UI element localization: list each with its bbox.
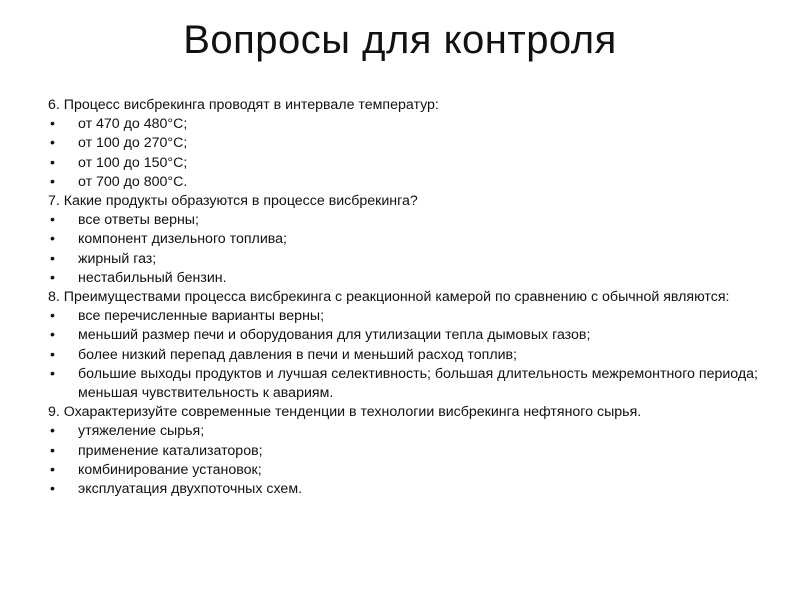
bullet-icon: •: [50, 173, 55, 190]
answer-list: [48, 211, 760, 288]
answer-option-text: комбинирование установок;: [78, 461, 262, 478]
answer-option-text: жирный газ;: [78, 250, 157, 267]
question-block: [48, 192, 760, 288]
answer-option: [48, 269, 760, 288]
bullet-icon: •: [50, 327, 55, 344]
answer-option: [48, 461, 760, 480]
answer-option: [48, 230, 760, 249]
answer-option: [48, 442, 760, 461]
answer-option-text: эксплуатация двухпоточных схем.: [78, 481, 303, 498]
answer-option: [48, 173, 760, 192]
answer-option: [48, 422, 760, 441]
answer-option-text: меньший размер печи и оборудования для утилизации тепла дымовых газов;: [78, 327, 591, 344]
bullet-icon: •: [50, 423, 55, 440]
bullet-icon: •: [50, 308, 55, 325]
answer-option-text: утяжеление сырья;: [78, 423, 205, 440]
question-text: 6. Процесс висбрекинга проводят в интервале температур:: [48, 97, 439, 113]
question-text: 8. Преимуществами процесса висбрекинга с реакционной камерой по сравнению с обычной являются:: [48, 289, 730, 306]
answer-option: [48, 250, 760, 269]
answer-list: [48, 307, 760, 403]
answer-option-text: большие выходы продуктов и лучшая селективность; большая длительность межремонтного периода; меньшая чувствительность к авариям.: [78, 365, 758, 402]
question-text: 7. Какие продукты образуются в процессе висбрекинга?: [48, 193, 418, 210]
bullet-icon: •: [50, 250, 55, 267]
answer-option: [48, 134, 760, 153]
answer-option-text: применение катализаторов;: [78, 442, 263, 459]
question-block: [48, 96, 760, 192]
answer-option-text: от 700 до 800°С.: [78, 173, 188, 190]
question-text: 9. Охарактеризуйте современные тенденции в технологии висбрекинга нефтяного сырья.: [48, 404, 642, 421]
questions-container: [48, 96, 760, 499]
bullet-icon: •: [50, 231, 55, 248]
answer-option-text: все перечисленные варианты верны;: [78, 308, 325, 325]
bullet-icon: •: [50, 442, 55, 459]
answer-option-text: от 100 до 150°С;: [78, 154, 188, 171]
answer-option-text: от 470 до 480°С;: [78, 116, 188, 133]
answer-option-text: все ответы верны;: [78, 212, 199, 229]
bullet-icon: •: [50, 154, 55, 171]
bullet-icon: •: [50, 212, 55, 229]
answer-option: [48, 115, 760, 134]
answer-option: [48, 480, 760, 499]
bullet-icon: •: [50, 481, 55, 498]
answer-list: [48, 115, 760, 192]
answer-option: [48, 326, 760, 345]
bullet-icon: •: [50, 116, 55, 133]
answer-option: [48, 307, 760, 326]
question-block: [48, 288, 760, 403]
page-title: Вопросы для контроля: [183, 18, 617, 62]
answer-option: [48, 154, 760, 173]
answer-option: [48, 211, 760, 230]
answer-option-text: нестабильный бензин.: [78, 269, 227, 286]
bullet-icon: •: [50, 135, 55, 152]
bullet-icon: •: [50, 269, 55, 286]
answer-option-text: компонент дизельного топлива;: [78, 231, 287, 248]
bullet-icon: •: [50, 365, 55, 382]
answer-option: [48, 346, 760, 365]
question-block: [48, 403, 760, 499]
answer-option-text: от 100 до 270°С;: [78, 135, 188, 152]
bullet-icon: •: [50, 461, 55, 478]
bullet-icon: •: [50, 346, 55, 363]
answer-list: [48, 422, 760, 499]
answer-option: [48, 365, 760, 403]
answer-option-text: более низкий перепад давления в печи и меньший расход топлив;: [78, 346, 518, 363]
